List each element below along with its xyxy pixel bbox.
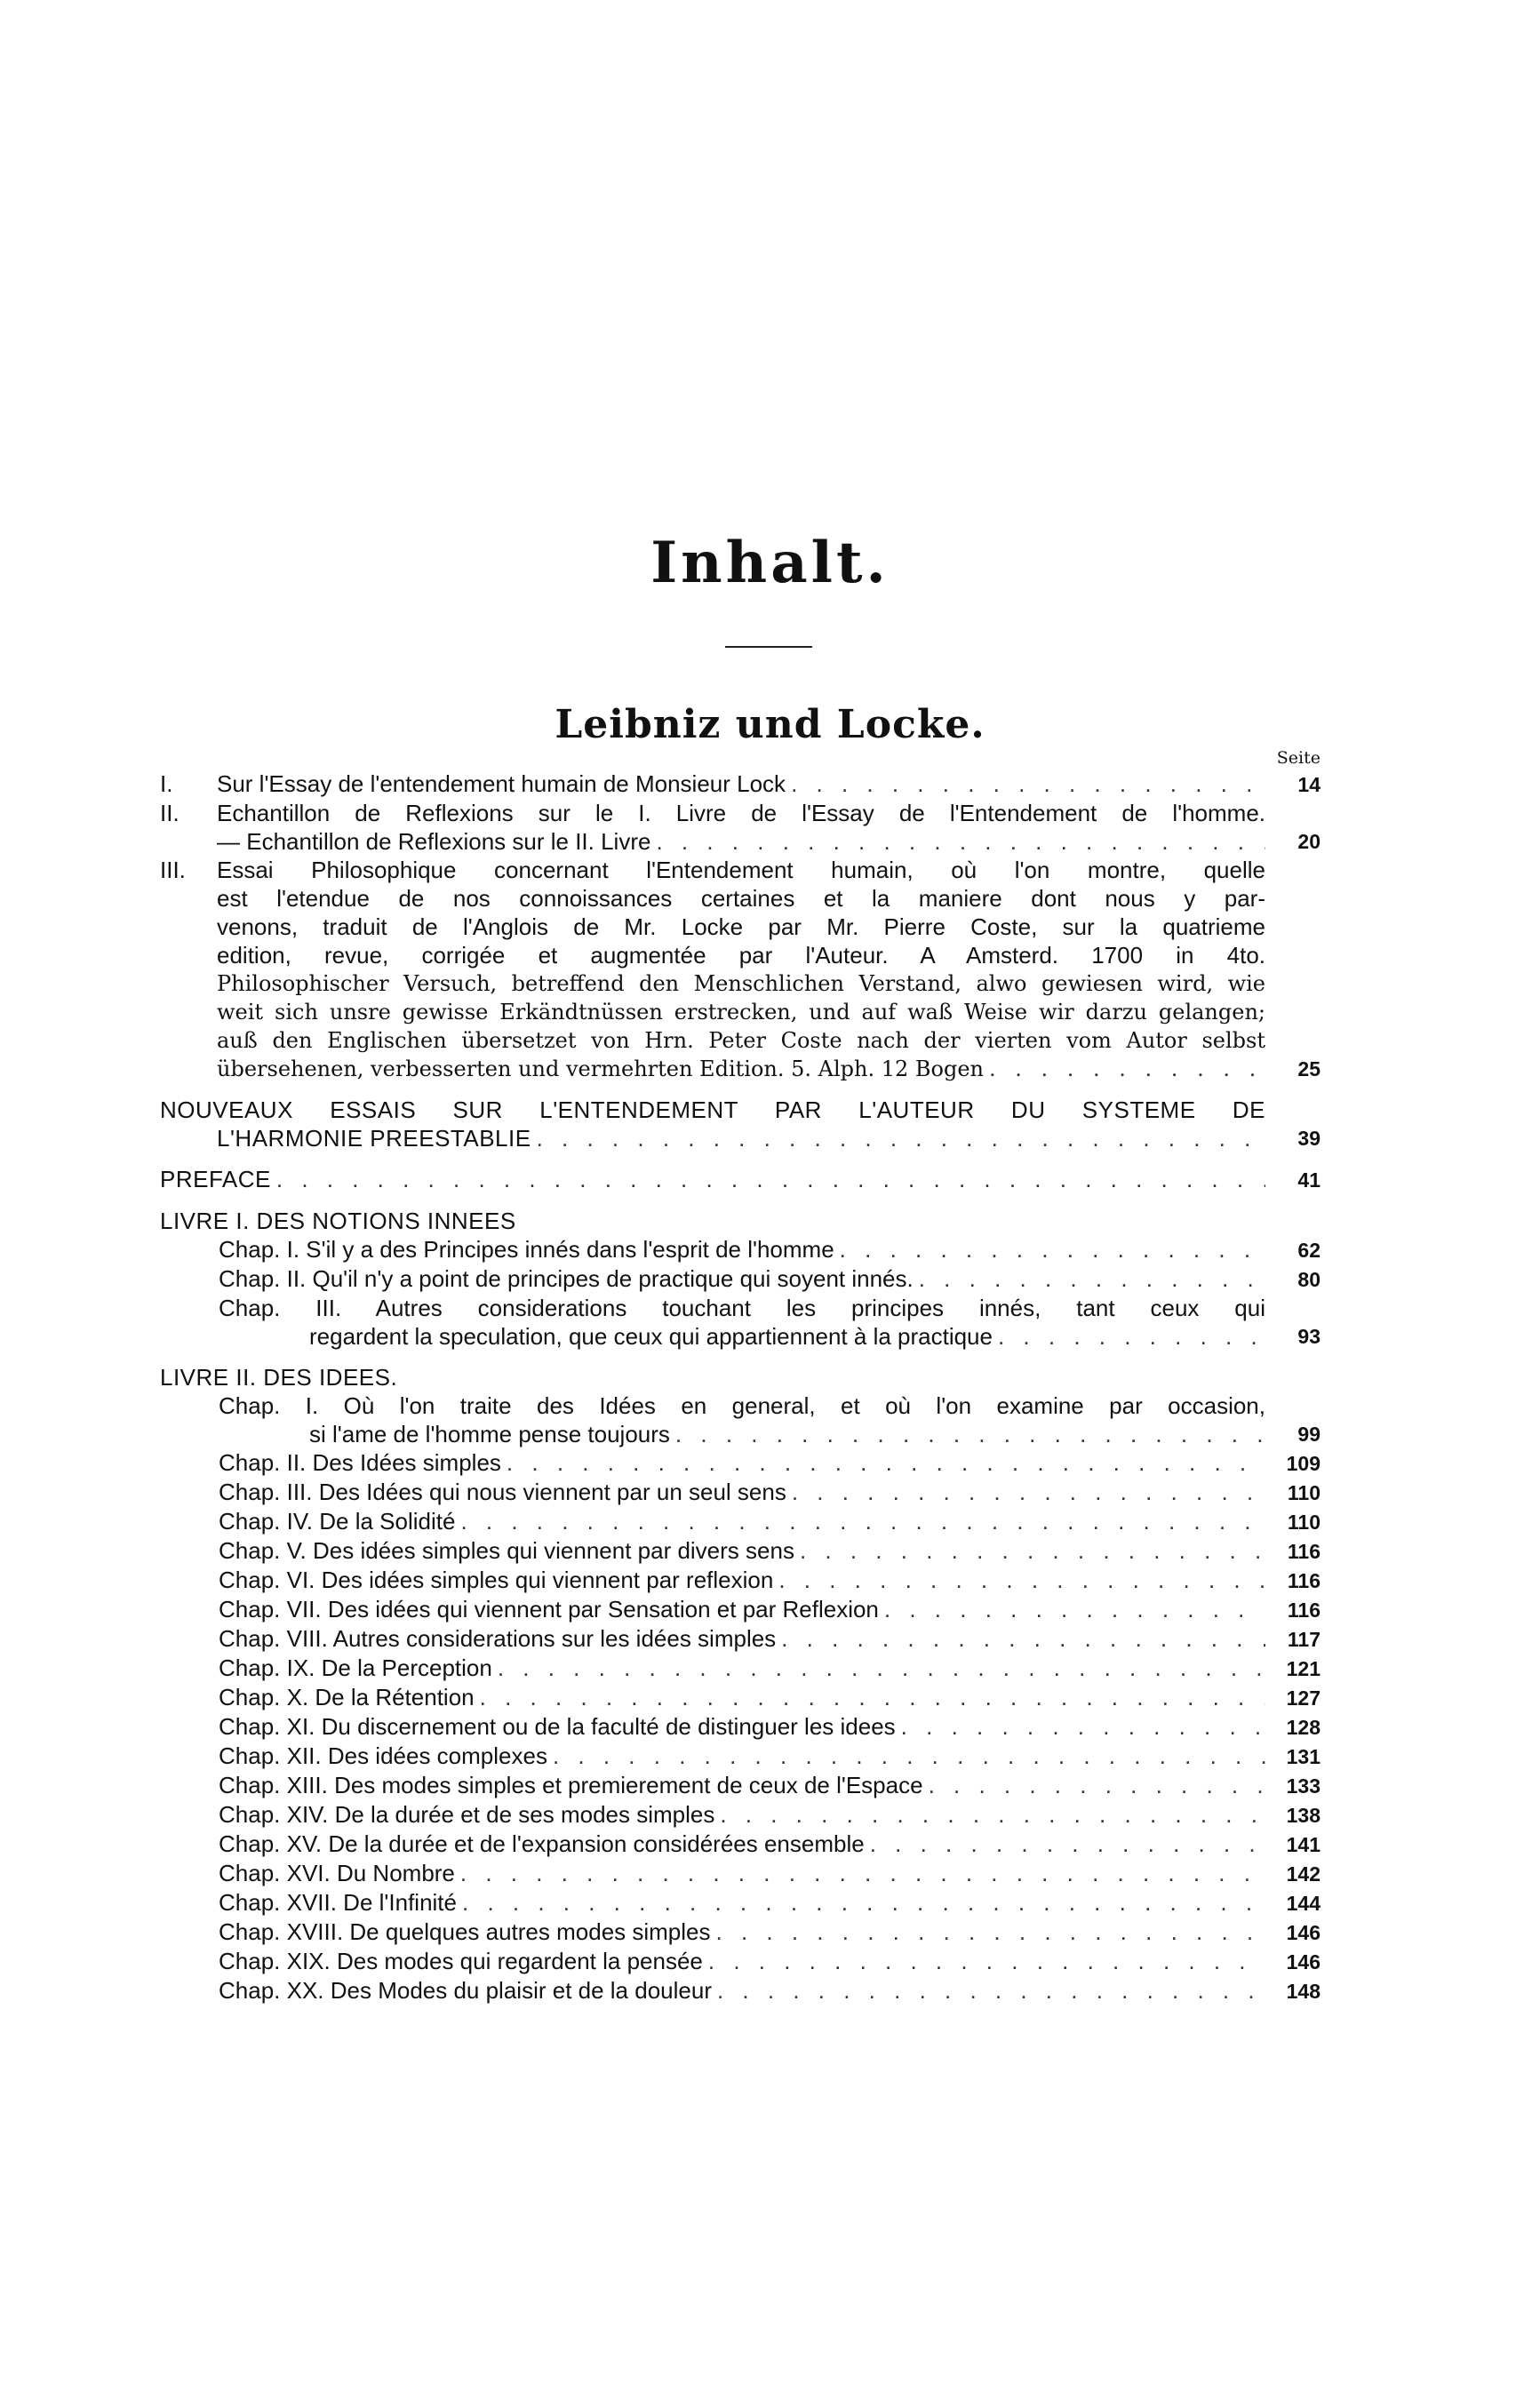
leader-dots (778, 1566, 1265, 1594)
page-number: 138 (1286, 1804, 1321, 1827)
title-divider (725, 646, 812, 648)
livre-1-chapters (160, 1235, 1321, 1351)
leader-dots (781, 1624, 1265, 1653)
page-number: 80 (1297, 1268, 1321, 1291)
entry-line: — Echantillon de Reflexions sur le II. Livre (217, 828, 651, 855)
entry-line: Chap. XVIII. De quelques autres modes simples (219, 1918, 711, 1945)
leader-dots (870, 1830, 1265, 1858)
leader-dots (480, 1683, 1265, 1711)
chapter-entry (219, 1294, 1321, 1351)
page-number: 121 (1286, 1657, 1321, 1680)
entry-line: edition, revue, corrigée et augmentée par l'Auteur. A Amsterd. 1700 in 4to. (217, 942, 1265, 969)
entry-line: Chap. II. Qu'il n'y a point de principes de practique qui soyent innés. (219, 1265, 914, 1292)
entry-line: Chap. II. Des Idées simples (219, 1449, 501, 1476)
entry-line: Chap. IV. De la Solidité (219, 1508, 456, 1535)
entry-line: Philosophischer Versuch, betreffend den Menschlichen Verstand, alwo gewiesen wird, wie (217, 971, 1265, 996)
entry-line: Chap. XX. Des Modes du plaisir et de la douleur (219, 1977, 712, 2004)
leader-dots (929, 1771, 1265, 1799)
leader-dots (840, 1235, 1265, 1264)
page-number: 109 (1286, 1452, 1321, 1475)
page-number: 127 (1286, 1686, 1321, 1710)
entry-line: auß den Englischen übersetzet von Hrn. Peter Coste nach der vierten vom Autor selbst (217, 1028, 1265, 1053)
entry-line: Chap. III. Des Idées qui nous viennent par un seul sens (219, 1479, 786, 1505)
chapter-entry (219, 1742, 1321, 1771)
entry-line: Chap. XII. Des idées complexes (219, 1742, 547, 1769)
page-number: 39 (1297, 1127, 1321, 1150)
page-number: 128 (1286, 1716, 1321, 1739)
entry-line: Sur l'Essay de l'entendement humain de Monsieur Lock (217, 770, 786, 797)
page-column-label: Seite (1276, 748, 1321, 768)
page-number: 99 (1297, 1423, 1321, 1446)
leader-dots (537, 1124, 1265, 1152)
page-number: 116 (1287, 1540, 1321, 1563)
leader-dots (675, 1420, 1265, 1448)
leader-dots (462, 1888, 1265, 1917)
entry-line: L'HARMONIE PREESTABLIE (217, 1125, 531, 1152)
leader-dots (553, 1742, 1265, 1770)
leader-dots (720, 1800, 1265, 1829)
chapter-entry (219, 1507, 1321, 1536)
toc-entry-preface (160, 1165, 1321, 1194)
leader-dots (998, 1322, 1265, 1351)
leader-dots (901, 1712, 1265, 1741)
entry-line: Echantillon de Reflexions sur le I. Livre de l'Essay de l'Entendement de l'homme. (217, 800, 1265, 826)
leader-dots (656, 827, 1265, 856)
leader-dots (884, 1595, 1265, 1623)
entry-line: Chap. XIII. Des modes simples et premierement de ceux de l'Espace (219, 1772, 923, 1798)
entry-line: Chap. XIX. Des modes qui regardent la pensée (219, 1948, 703, 1974)
page-number: 110 (1287, 1511, 1321, 1534)
page-number: 110 (1287, 1481, 1321, 1504)
entry-line: übersehenen, verbesserten und vermehrten Edition. 5. Alph. 12 Bogen (217, 1056, 984, 1081)
chapter-entry (219, 1947, 1321, 1976)
entry-line: Chap. IX. De la Perception (219, 1654, 492, 1681)
page-number: 131 (1286, 1745, 1321, 1768)
page-number: 25 (1297, 1057, 1321, 1080)
page-number: 93 (1297, 1325, 1321, 1348)
chapter-entry (219, 1830, 1321, 1859)
entry-number: III. (160, 857, 186, 883)
page-number: 146 (1286, 1950, 1321, 1973)
page-number: 116 (1287, 1569, 1321, 1592)
entry-line: si l'ame de l'homme pense toujours (309, 1421, 670, 1447)
entry-line: Chap. I. Où l'on traite des Idées en general, et où l'on examine par occasion, (219, 1392, 1265, 1419)
entry-line: Chap. XV. De la durée et de l'expansion considérées ensemble (219, 1830, 865, 1857)
entry-line: Chap. VII. Des idées qui viennent par Sensation et par Reflexion (219, 1596, 879, 1623)
entry-line: Chap. XI. Du discernement ou de la faculté de distinguer les idees (219, 1713, 896, 1740)
leader-dots (708, 1947, 1265, 1975)
page-title: Inhalt. (650, 530, 890, 596)
entry-line: PREFACE (160, 1166, 271, 1192)
page-number: 117 (1287, 1628, 1321, 1651)
chapter-entry (219, 1448, 1321, 1478)
leader-dots (800, 1536, 1265, 1565)
chapter-entry (219, 1859, 1321, 1888)
leader-dots (717, 1976, 1265, 2005)
page-number: 41 (1297, 1168, 1321, 1192)
entry-number: I. (160, 770, 173, 797)
leader-dots (507, 1448, 1265, 1477)
chapter-entry (219, 1918, 1321, 1947)
livre-2-heading: LIVRE II. DES IDEES. (160, 1364, 398, 1391)
chapter-entry (219, 1595, 1321, 1624)
chapter-entry (219, 1800, 1321, 1830)
entry-line: Chap. X. De la Rétention (219, 1684, 475, 1710)
chapter-entry (219, 1264, 1321, 1294)
chapter-entry (219, 1624, 1321, 1654)
leader-dots (460, 1859, 1265, 1887)
leader-dots (276, 1165, 1265, 1193)
entry-line: Chap. VI. Des idées simples qui viennent par reflexion (219, 1567, 774, 1593)
entry-line: Chap. VIII. Autres considerations sur les idées simples (219, 1625, 777, 1652)
chapter-entry (219, 1683, 1321, 1712)
chapter-entry (219, 1654, 1321, 1683)
section-title: Leibniz und Locke. (555, 702, 985, 747)
entry-line: NOUVEAUX ESSAIS SUR L'ENTENDEMENT PAR L'AUTEUR DU SYSTEME DE (160, 1096, 1265, 1123)
entry-number: II. (160, 800, 180, 826)
entry-line: weit sich unsre gewisse Erkändtnüssen erstrecken, und auf waß Weise wir darzu gelangen; (217, 1000, 1265, 1025)
chapter-entry (219, 1536, 1321, 1566)
chapter-entry (219, 1888, 1321, 1918)
toc-entry-1 (160, 769, 1321, 799)
toc-entry-2 (160, 799, 1321, 856)
entry-line: Essai Philosophique concernant l'Entendement humain, où l'on montre, quelle (217, 857, 1265, 883)
chapter-entry (219, 1771, 1321, 1800)
page-number: 148 (1286, 1980, 1321, 2003)
chapter-entry (219, 1235, 1321, 1264)
leader-dots (792, 1478, 1265, 1506)
chapter-entry (219, 1391, 1321, 1448)
entry-line: venons, traduit de l'Anglois de Mr. Locke par Mr. Pierre Coste, sur la quatrieme (217, 913, 1265, 940)
entry-line: regardent la speculation, que ceux qui appartiennent à la practique (309, 1323, 993, 1350)
entry-line: Chap. XIV. De la durée et de ses modes simples (219, 1801, 715, 1828)
toc-entry-3 (160, 856, 1321, 1083)
livre-2-chapters (160, 1391, 1321, 2005)
entry-line: Chap. III. Autres considerations touchant les principes innés, tant ceux qui (219, 1295, 1265, 1321)
page-number: 146 (1286, 1921, 1321, 1944)
table-of-contents (160, 769, 1321, 2005)
leader-dots (460, 1507, 1265, 1535)
entry-line: Chap. XVII. De l'Infinité (219, 1889, 457, 1916)
page-number: 14 (1297, 773, 1321, 796)
page-number: 142 (1286, 1862, 1321, 1886)
entry-line: Chap. XVI. Du Nombre (219, 1860, 455, 1886)
page-number: 20 (1297, 830, 1321, 853)
page-number: 133 (1286, 1774, 1321, 1798)
entry-line: Chap. I. S'il y a des Principes innés dans l'esprit de l'homme (219, 1236, 834, 1263)
entry-line: Chap. V. Des idées simples qui viennent par divers sens (219, 1537, 794, 1564)
entry-line: est l'etendue de nos connoissances certaines et la maniere dont nous y par- (217, 885, 1265, 912)
livre-1-heading: LIVRE I. DES NOTIONS INNEES (160, 1208, 516, 1234)
page-number: 144 (1286, 1892, 1321, 1915)
leader-dots (919, 1264, 1265, 1293)
chapter-entry (219, 1566, 1321, 1595)
leader-dots (716, 1918, 1265, 1946)
leader-dots (791, 769, 1265, 798)
chapter-entry (219, 1976, 1321, 2005)
chapter-entry (219, 1712, 1321, 1742)
leader-dots (989, 1055, 1265, 1083)
leader-dots (498, 1654, 1265, 1682)
page-number: 141 (1286, 1833, 1321, 1856)
page-number: 116 (1287, 1599, 1321, 1622)
page-number: 62 (1297, 1239, 1321, 1262)
chapter-entry (219, 1478, 1321, 1507)
toc-entry-nouveaux-essais (160, 1096, 1321, 1152)
